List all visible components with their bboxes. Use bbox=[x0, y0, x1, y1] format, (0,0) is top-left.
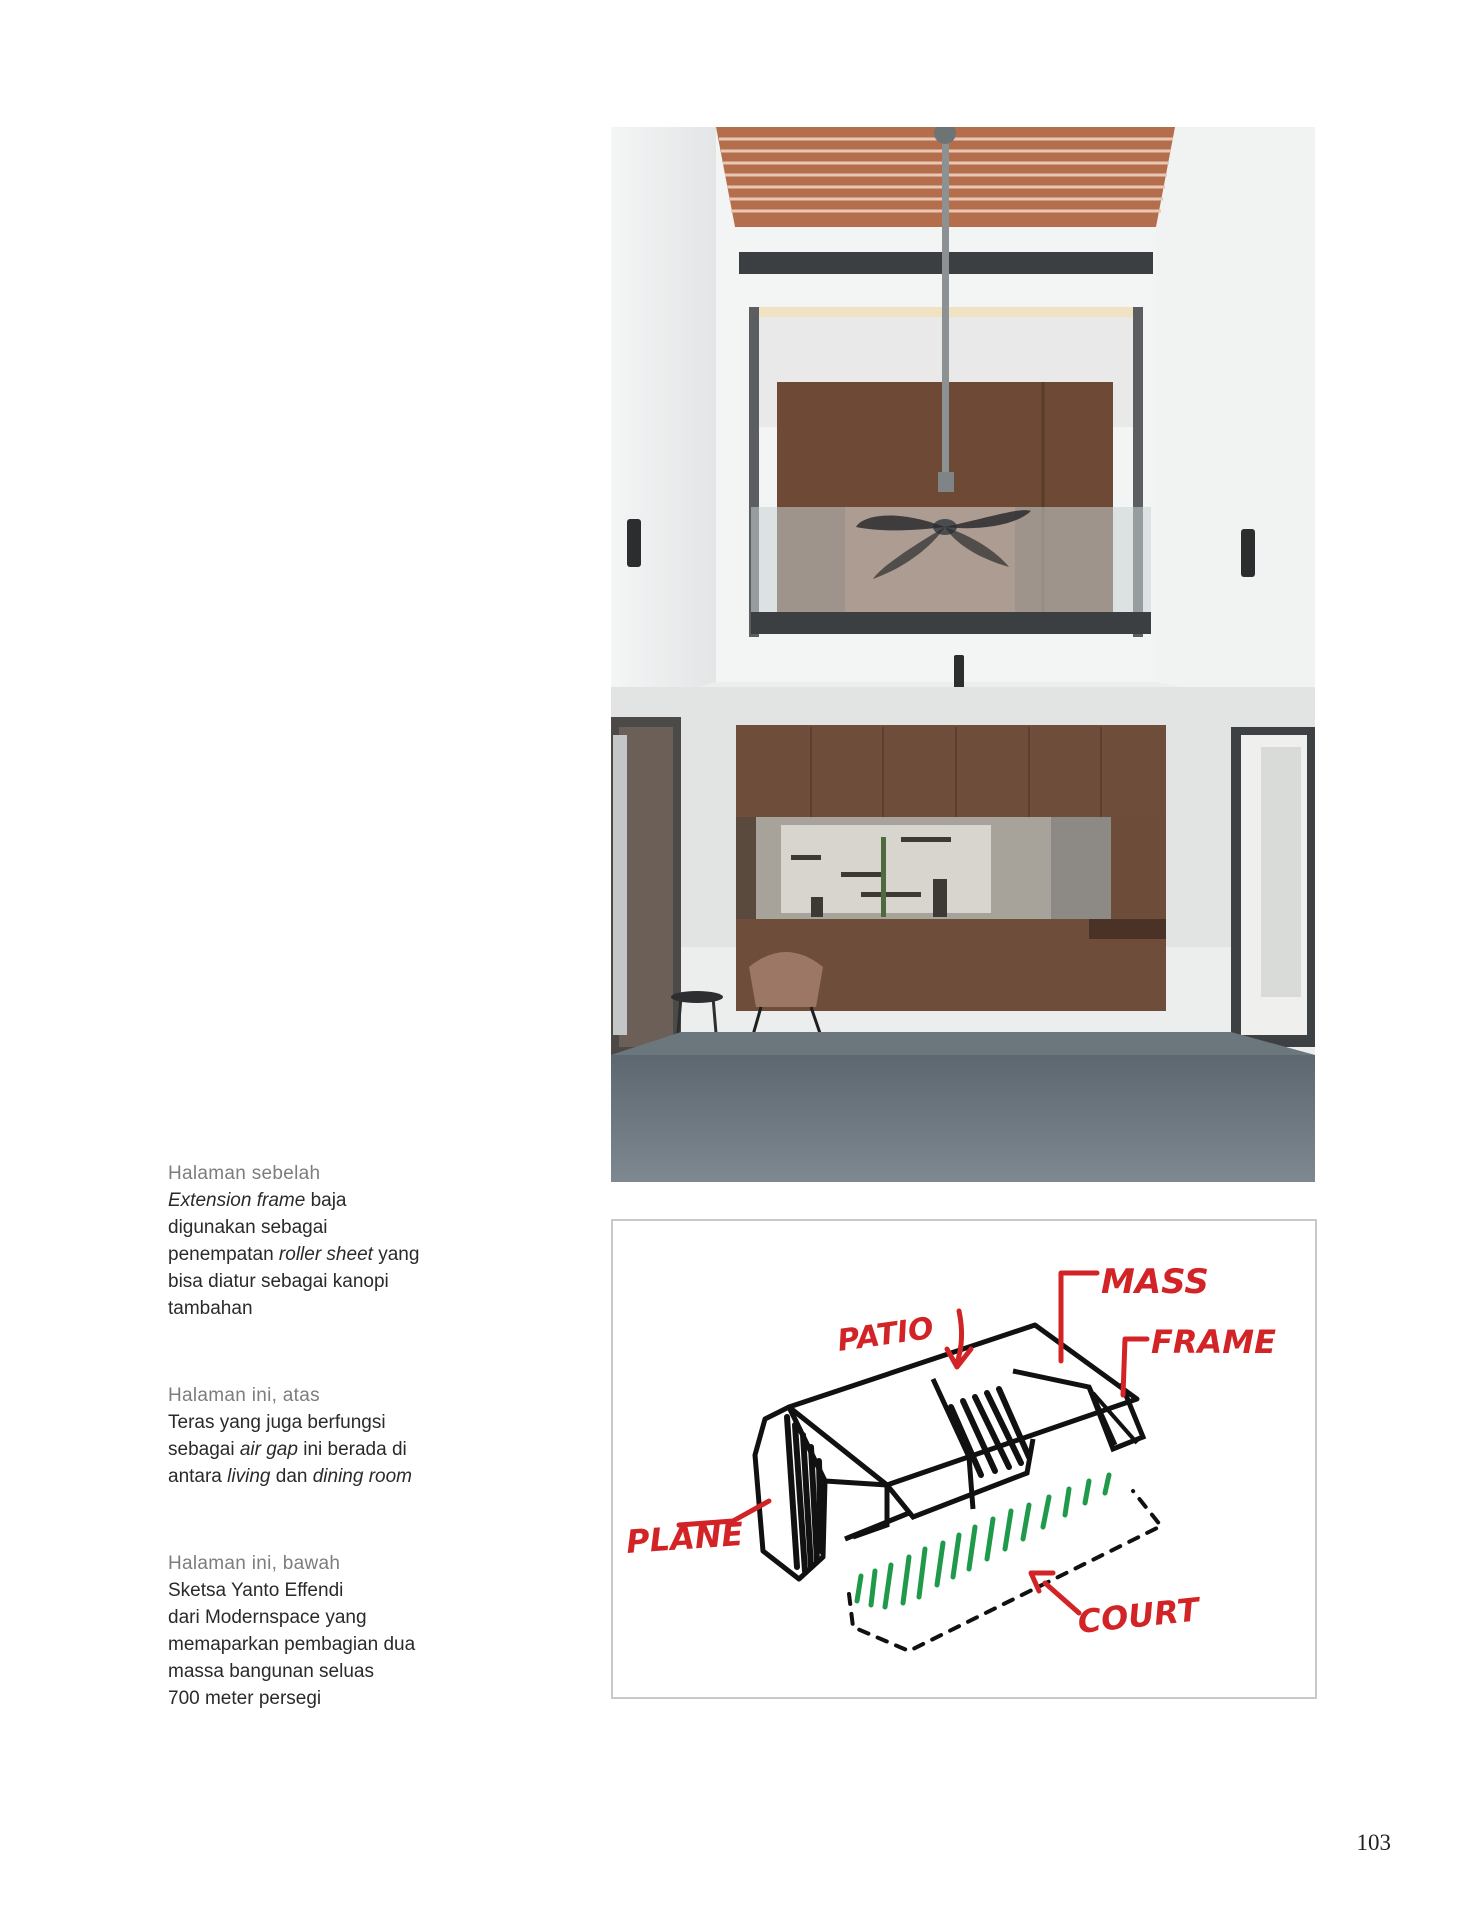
caption-text: sebagai bbox=[168, 1439, 240, 1460]
caption-line bbox=[168, 1685, 415, 1712]
caption-italic-term: roller sheet bbox=[278, 1244, 373, 1265]
caption-line bbox=[168, 1658, 415, 1685]
patio-label: PATIO bbox=[835, 1310, 936, 1359]
caption-line bbox=[168, 1241, 419, 1268]
caption-text: digunakan sebagai bbox=[168, 1217, 328, 1238]
mass-label: MASS bbox=[1101, 1262, 1209, 1302]
caption-text: tambahan bbox=[168, 1298, 253, 1319]
caption-text: memaparkan pembagian dua bbox=[168, 1634, 416, 1655]
caption-line bbox=[168, 1214, 419, 1241]
caption-body bbox=[168, 1577, 415, 1712]
caption-previous-page bbox=[168, 1160, 419, 1322]
caption-body bbox=[168, 1187, 419, 1322]
caption-text: baja bbox=[305, 1190, 347, 1211]
caption-heading: Halaman ini, atas bbox=[168, 1385, 320, 1406]
page-number: 103 bbox=[1356, 1830, 1391, 1855]
caption-text: ini berada di bbox=[297, 1439, 407, 1460]
caption-text: dan bbox=[270, 1466, 313, 1487]
patio-hatching bbox=[951, 1389, 1029, 1475]
caption-italic-term: dining room bbox=[312, 1466, 413, 1487]
caption-text: bisa diatur sebagai kanopi bbox=[168, 1271, 389, 1292]
caption-heading: Halaman sebelah bbox=[168, 1163, 321, 1184]
caption-text: massa bangunan seluas bbox=[168, 1661, 374, 1682]
concept-sketch bbox=[611, 1219, 1317, 1699]
caption-italic-term: air gap bbox=[239, 1439, 298, 1460]
caption-italic-term: living bbox=[227, 1466, 271, 1487]
caption-text: dari Modernspace yang bbox=[168, 1607, 367, 1628]
caption-text: penempatan bbox=[168, 1244, 279, 1265]
caption-body bbox=[168, 1409, 412, 1490]
caption-line bbox=[168, 1604, 415, 1631]
caption-italic-term: Extension frame bbox=[168, 1190, 306, 1211]
court-label: COURT bbox=[1075, 1590, 1201, 1641]
caption-line bbox=[168, 1577, 415, 1604]
caption-text: Sketsa Yanto Effendi bbox=[168, 1580, 344, 1601]
caption-line bbox=[168, 1463, 412, 1490]
caption-line bbox=[168, 1631, 415, 1658]
caption-text: yang bbox=[372, 1244, 420, 1265]
caption-this-page-top bbox=[168, 1382, 412, 1490]
caption-line bbox=[168, 1436, 412, 1463]
caption-line bbox=[168, 1409, 412, 1436]
caption-text: antara bbox=[168, 1466, 228, 1487]
caption-heading: Halaman ini, bawah bbox=[168, 1553, 341, 1574]
caption-this-page-bottom bbox=[168, 1550, 415, 1712]
caption-line bbox=[168, 1187, 419, 1214]
caption-line bbox=[168, 1295, 419, 1322]
caption-line bbox=[168, 1268, 419, 1295]
plane-label: PLANE bbox=[624, 1514, 745, 1561]
interior-photo-illustration bbox=[611, 127, 1315, 1182]
sketch-drawing bbox=[613, 1221, 1315, 1697]
interior-photo bbox=[611, 127, 1315, 1182]
caption-text: Teras yang juga berfungsi bbox=[168, 1412, 386, 1433]
caption-text: 700 meter persegi bbox=[168, 1688, 322, 1709]
frame-label: FRAME bbox=[1151, 1323, 1276, 1361]
